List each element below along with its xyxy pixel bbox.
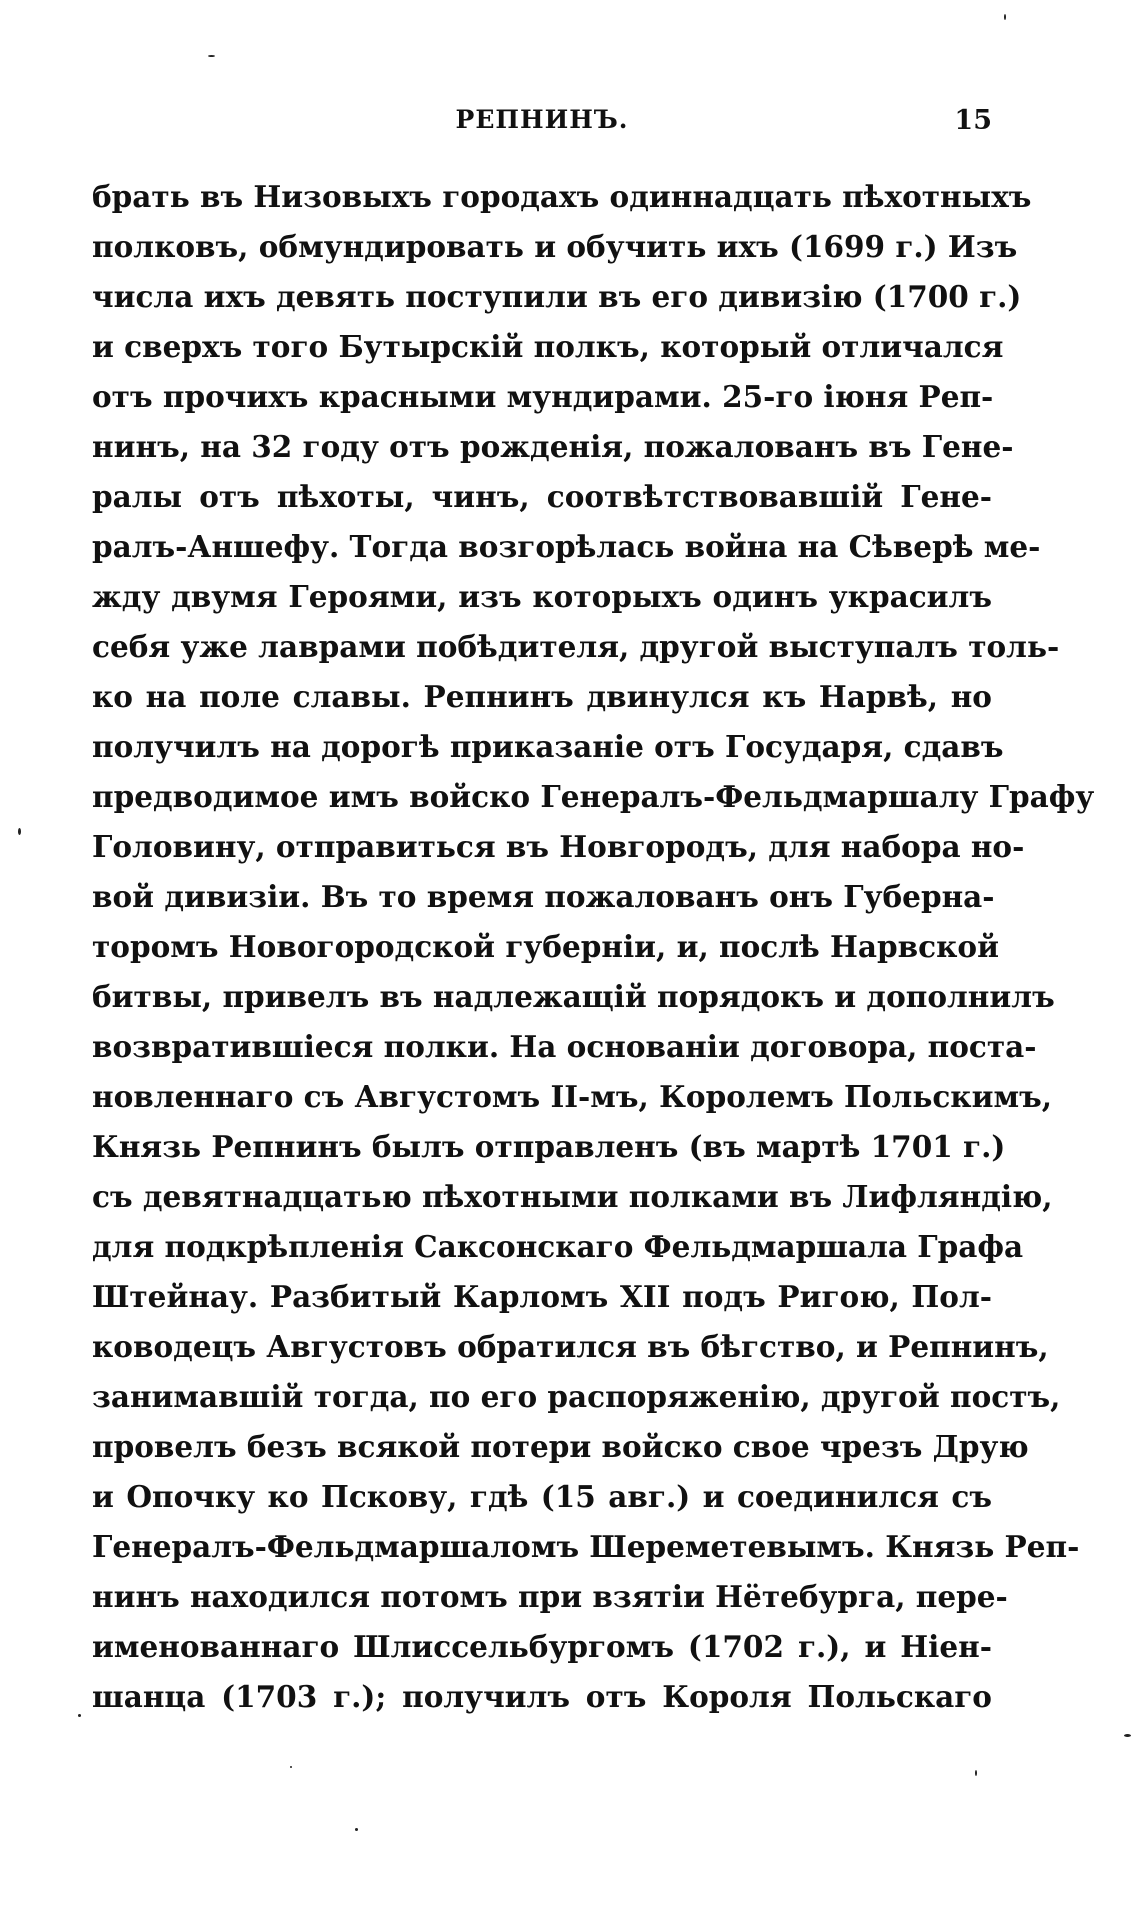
scan-speck	[78, 1714, 81, 1717]
text-line: именованнаго Шлиссельбургомъ (1702 г.), и Ніен-	[92, 1629, 992, 1664]
scan-speck	[975, 1770, 977, 1776]
text-line: торомъ Новогородской губерніи, и, послѣ Нарвской	[92, 929, 999, 964]
page-number: 15	[954, 105, 992, 136]
text-line: нинъ, на 32 году отъ рожденія, пожалованъ въ Гене-	[92, 429, 1014, 464]
text-line: новленнаго съ Августомъ II-мъ, Королемъ Польскимъ,	[92, 1079, 1053, 1114]
text-line: для подкрѣпленія Саксонскаго Фельдмаршала Графа	[92, 1229, 1024, 1264]
scan-speck	[208, 55, 215, 57]
text-line: Головину, отправиться въ Новгородъ, для набора но-	[92, 829, 1025, 864]
scan-speck	[1124, 1734, 1131, 1737]
scan-speck	[290, 1766, 292, 1768]
text-line: нинъ находился потомъ при взятіи Нётебурга, пере-	[92, 1579, 1008, 1614]
body-text	[92, 172, 1095, 1722]
text-line: вой дивизіи. Въ то время пожалованъ онъ Губерна-	[92, 879, 995, 914]
text-line: жду двумя Героями, изъ которыхъ одинъ украсилъ	[92, 579, 992, 614]
running-title: РЕПНИНЪ.	[455, 105, 629, 134]
text-line: битвы, привелъ въ надлежащій порядокъ и дополнилъ	[92, 979, 1055, 1014]
text-line: шанца (1703 г.); получилъ отъ Короля Польскаго	[92, 1679, 992, 1714]
text-line: ралъ-Аншефу. Тогда возгорѣлась война на Сѣверѣ ме-	[92, 529, 1041, 564]
text-line: и сверхъ того Бутырскій полкъ, который отличался	[92, 329, 1004, 364]
scan-speck	[1004, 14, 1006, 20]
text-line: полковъ, обмундировать и обучить ихъ (1699 г.) Изъ	[92, 229, 1018, 264]
text-line: отъ прочихъ красными мундирами. 25-го іюня Реп-	[92, 379, 994, 414]
scan-speck	[18, 828, 21, 835]
text-line: и Опочку ко Пскову, гдѣ (15 авг.) и соединился съ	[92, 1479, 992, 1514]
text-line: ководецъ Августовъ обратился въ бѣгство, и Репнинъ,	[92, 1329, 1049, 1364]
text-line: ралы отъ пѣхоты, чинъ, соотвѣтствовавшій Гене-	[92, 479, 992, 514]
text-line: Штейнау. Разбитый Карломъ XII подъ Ригою, Пол-	[92, 1279, 992, 1314]
scan-speck	[355, 1828, 358, 1831]
running-head	[92, 105, 992, 145]
text-line: возвратившіеся полки. На основаніи договора, поста-	[92, 1029, 1037, 1064]
text-line: числа ихъ девять поступили въ его дивизію (1700 г.)	[92, 279, 1022, 314]
text-line: съ девятнадцатью пѣхотными полками въ Лифляндію,	[92, 1179, 1053, 1214]
text-line: занимавшій тогда, по его распоряженію, другой постъ,	[92, 1379, 1061, 1414]
text-line: брать въ Низовыхъ городахъ одиннадцать пѣхотныхъ	[92, 179, 1032, 214]
text-line: получилъ на дорогѣ приказаніе отъ Государя, сдавъ	[92, 729, 1004, 764]
text-line: Князь Репнинъ былъ отправленъ (въ мартѣ 1701 г.)	[92, 1129, 1006, 1164]
text-line: Генералъ-Фельдмаршаломъ Шереметевымъ. Князь Реп-	[92, 1529, 1080, 1564]
text-line: себя уже лаврами побѣдителя, другой выступалъ толь-	[92, 629, 1060, 664]
text-line: предводимое имъ войско Генералъ-Фельдмаршалу Графу	[92, 779, 1095, 814]
text-line: ко на поле славы. Репнинъ двинулся къ Нарвѣ, но	[92, 679, 992, 714]
text-line: провелъ безъ всякой потери войско свое чрезъ Друю	[92, 1429, 1029, 1464]
